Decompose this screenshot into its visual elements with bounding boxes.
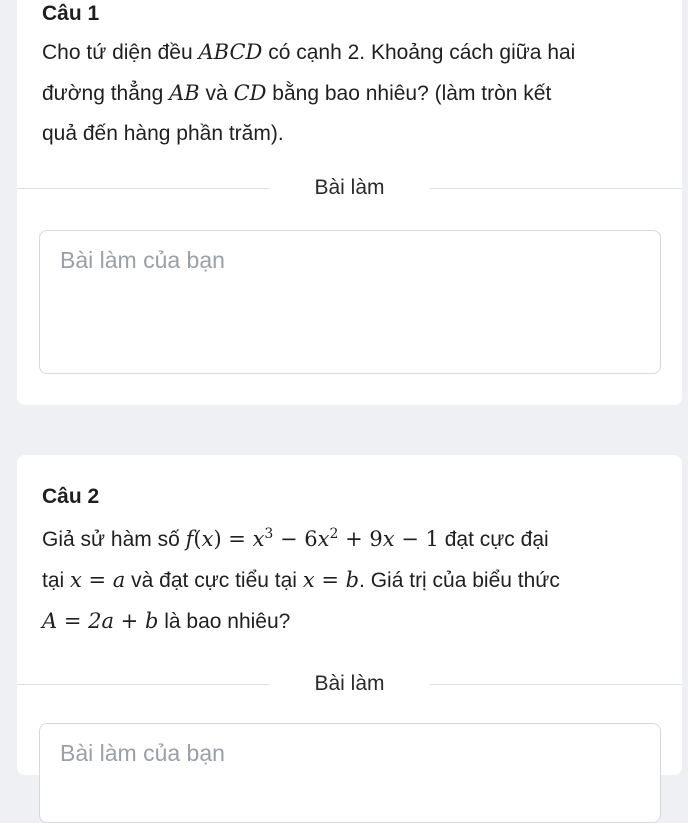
- question-title: Câu 1: [42, 2, 100, 25]
- math-expression: AB: [169, 81, 200, 105]
- question-line-1: Giả sử hàm số $f(x) = x^3 - 6x^2 + 9x - 1$ đạt cực đại: [42, 526, 549, 551]
- math-expression: $f(x) = x^3 - 6x^2 + 9x - 1$: [185, 526, 439, 551]
- question-line-2: tại x = a và đạt cực tiểu tại x = b. Giá trị của biểu thức: [42, 568, 560, 592]
- math-expression: x = a: [70, 568, 126, 592]
- question-line-3: quả đến hàng phần trăm).: [42, 122, 284, 145]
- answer-section-label: Bài làm: [314, 672, 385, 695]
- divider-line: [430, 188, 682, 189]
- question-title: Câu 2: [42, 485, 100, 508]
- question-line-2: đường thẳng AB và CD bằng bao nhiêu? (làm tròn kết: [42, 81, 552, 105]
- math-expression: CD: [233, 81, 267, 105]
- question-card-2: [17, 455, 682, 775]
- answer-section-label: Bài làm: [314, 176, 385, 199]
- answer-input[interactable]: [39, 230, 661, 374]
- question-line-1: Cho tứ diện đều ABCD có cạnh 2. Khoảng cách giữa hai: [42, 40, 576, 64]
- question-text: [42, 32, 657, 154]
- answer-input[interactable]: [39, 723, 661, 823]
- math-expression: ABCD: [198, 40, 263, 64]
- question-card-1: [17, 0, 682, 405]
- question-text: [42, 519, 657, 642]
- math-expression: x = b: [302, 568, 360, 592]
- math-expression: A = 2a + b: [42, 609, 159, 633]
- question-line-3: A = 2a + b là bao nhiêu?: [42, 609, 291, 633]
- answer-section-divider: [17, 670, 682, 700]
- answer-section-divider: [17, 174, 682, 204]
- divider-line: [430, 684, 682, 685]
